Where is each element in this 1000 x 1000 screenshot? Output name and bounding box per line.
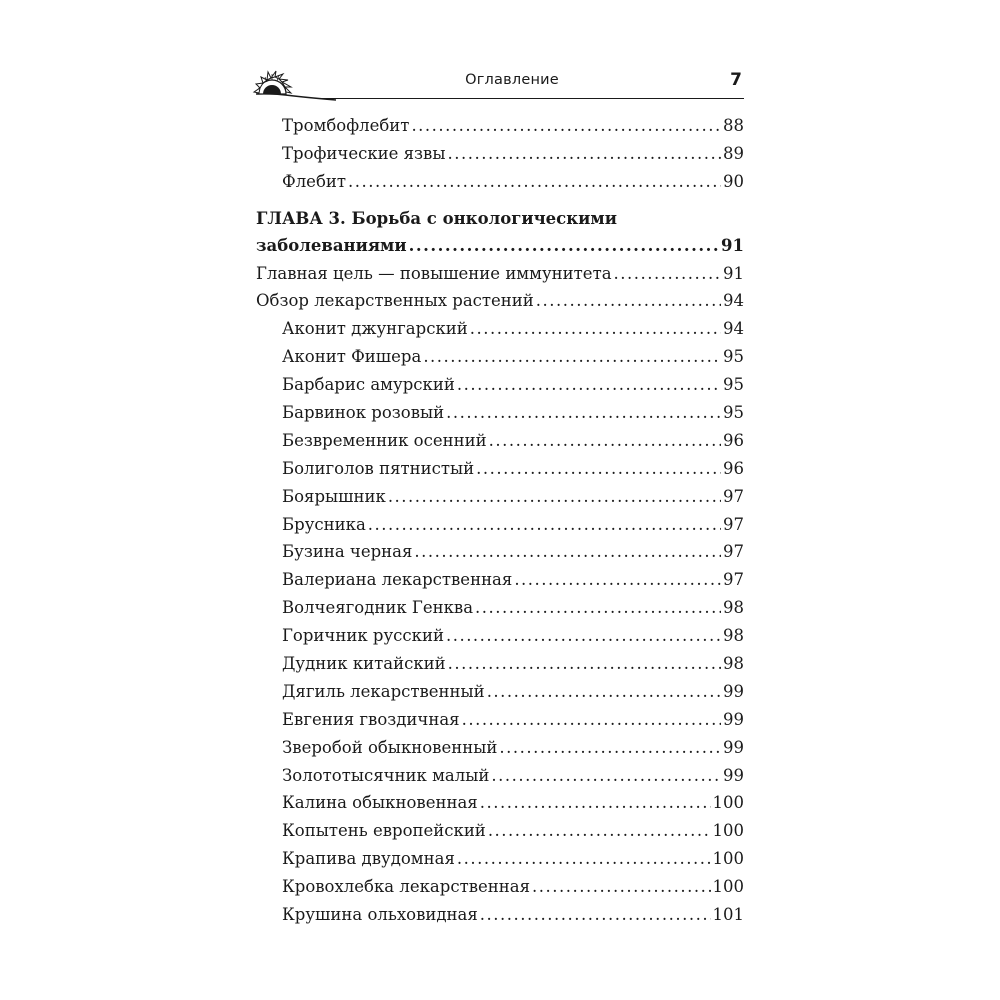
toc-section-page: 94 — [723, 291, 744, 311]
toc-entry-label: Безвременник осенний — [282, 430, 487, 450]
toc-entry-label: Барвинок розовый — [282, 403, 445, 423]
toc-entry — [256, 371, 744, 399]
toc-entry-label: Валериана лекарственная — [282, 570, 513, 590]
toc-entry-page: 100 — [712, 849, 744, 869]
toc-entry — [256, 343, 744, 371]
toc-entry-label: Евгения гвоздичная — [282, 709, 460, 729]
toc-entry-label: Дудник китайский — [282, 654, 446, 674]
toc-entry-page: 96 — [723, 458, 744, 478]
toc-entry-label: Крапива двудомная — [282, 849, 455, 869]
dot-leader — [532, 873, 711, 901]
chapter-page: 91 — [721, 235, 744, 255]
dot-leader — [470, 315, 721, 343]
dot-leader — [446, 622, 721, 650]
toc-section — [256, 287, 744, 315]
dot-leader — [388, 483, 721, 511]
chapter-title-line-1: ГЛАВА 3. Борьба с онкологическими — [256, 208, 617, 228]
toc-section-page: 91 — [723, 263, 744, 283]
flower-ornament-icon — [250, 60, 340, 106]
dot-leader — [488, 817, 711, 845]
dot-leader — [499, 734, 721, 762]
dot-leader — [457, 845, 711, 873]
toc-entry-page: 95 — [723, 375, 744, 395]
toc-entry — [256, 538, 744, 566]
toc-section — [256, 260, 744, 288]
dot-leader — [423, 343, 721, 371]
toc-entry — [256, 511, 744, 539]
dot-leader — [489, 427, 721, 455]
toc-entry-page: 100 — [712, 821, 744, 841]
toc-section-label: Главная цель — повышение иммунитета — [256, 263, 612, 283]
dot-leader — [348, 168, 721, 196]
toc-entry-label: Волчеягодник Генква — [282, 598, 474, 618]
toc-section-label: Обзор лекарственных растений — [256, 291, 534, 311]
page-number: 7 — [730, 70, 742, 90]
dot-leader — [476, 455, 721, 483]
toc-entry-label: Тромбофлебит — [282, 116, 410, 135]
toc-entry — [256, 789, 744, 817]
toc-entry-label: Аконит джунгарский — [282, 319, 468, 339]
header-rule — [318, 98, 744, 99]
dot-leader — [536, 287, 721, 315]
table-of-contents — [256, 112, 744, 929]
toc-entry-page: 95 — [723, 403, 744, 423]
toc-entry — [256, 817, 744, 845]
toc-entry-page: 99 — [723, 765, 744, 785]
toc-entry-label: Горичник русский — [282, 626, 444, 646]
dot-leader — [457, 371, 721, 399]
toc-entry-label: Копытень европейский — [282, 821, 486, 841]
toc-entry-page: 94 — [723, 319, 744, 339]
toc-entry-page: 95 — [723, 347, 744, 367]
toc-entry — [256, 455, 744, 483]
toc-entry — [256, 483, 744, 511]
toc-entry — [256, 399, 744, 427]
dot-leader — [614, 260, 721, 288]
toc-entry-label: Калина обыкновенная — [282, 793, 478, 813]
toc-entry-page: 100 — [712, 793, 744, 813]
dot-leader — [448, 650, 721, 678]
toc-entry-page: 88 — [723, 116, 744, 135]
running-title: Оглавление — [465, 72, 559, 88]
dot-leader — [475, 594, 721, 622]
toc-entry-page: 89 — [723, 143, 744, 163]
toc-entry — [256, 140, 744, 168]
dot-leader — [480, 901, 711, 929]
toc-entry — [256, 315, 744, 343]
toc-entry-page: 96 — [723, 430, 744, 450]
toc-entry-label: Бузина черная — [282, 542, 413, 562]
toc-entry — [256, 678, 744, 706]
toc-entry-label: Брусника — [282, 514, 366, 534]
toc-entry-label: Крушина ольховидная — [282, 905, 478, 925]
toc-entry-page: 98 — [723, 654, 744, 674]
toc-entry — [256, 901, 744, 929]
toc-entry-label: Болиголов пятнистый — [282, 458, 475, 478]
toc-entry-page: 97 — [723, 570, 744, 590]
dot-leader — [487, 678, 721, 706]
toc-entry-label: Зверобой обыкновенный — [282, 737, 498, 757]
toc-chapter-heading — [256, 206, 744, 260]
toc-entry-label: Кровохлебка лекарственная — [282, 877, 530, 897]
toc-entry — [256, 762, 744, 790]
toc-entry-page: 97 — [723, 486, 744, 506]
toc-entry-page: 98 — [723, 598, 744, 618]
toc-entry-page: 90 — [723, 171, 744, 191]
dot-leader — [446, 399, 721, 427]
toc-entry — [256, 594, 744, 622]
toc-entry-label: Боярышник — [282, 486, 386, 506]
toc-entry-page: 97 — [723, 514, 744, 534]
toc-entry-label: Трофические язвы — [282, 143, 446, 163]
dot-leader — [462, 706, 721, 734]
toc-entry — [256, 845, 744, 873]
dot-leader — [480, 789, 711, 817]
toc-entry-page: 99 — [723, 681, 744, 701]
toc-entry — [256, 168, 744, 196]
toc-entry-label: Флебит — [282, 171, 347, 191]
dot-leader — [514, 566, 721, 594]
dot-leader — [409, 232, 719, 260]
toc-entry-page: 101 — [712, 905, 744, 925]
dot-leader — [414, 538, 721, 566]
dot-leader — [368, 511, 721, 539]
dot-leader — [491, 762, 721, 790]
toc-entry — [256, 734, 744, 762]
toc-entry-label: Аконит Фишера — [282, 347, 422, 367]
toc-entry-page: 99 — [723, 737, 744, 757]
toc-entry-page: 98 — [723, 626, 744, 646]
chapter-title-line-2: заболеваниями — [256, 235, 407, 255]
toc-entry-page: 97 — [723, 542, 744, 562]
toc-entry-label: Золототысячник малый — [282, 765, 490, 785]
toc-entry — [256, 427, 744, 455]
toc-entry-page: 100 — [712, 877, 744, 897]
toc-entry — [256, 566, 744, 594]
toc-entry — [256, 873, 744, 901]
toc-entry — [256, 706, 744, 734]
toc-entry-page: 99 — [723, 709, 744, 729]
toc-entry-label: Дягиль лекарственный — [282, 681, 485, 701]
toc-entry-label: Барбарис амурский — [282, 375, 455, 395]
toc-entry — [256, 112, 744, 140]
toc-entry — [256, 650, 744, 678]
dot-leader — [411, 112, 721, 140]
dot-leader — [447, 140, 721, 168]
toc-entry — [256, 622, 744, 650]
